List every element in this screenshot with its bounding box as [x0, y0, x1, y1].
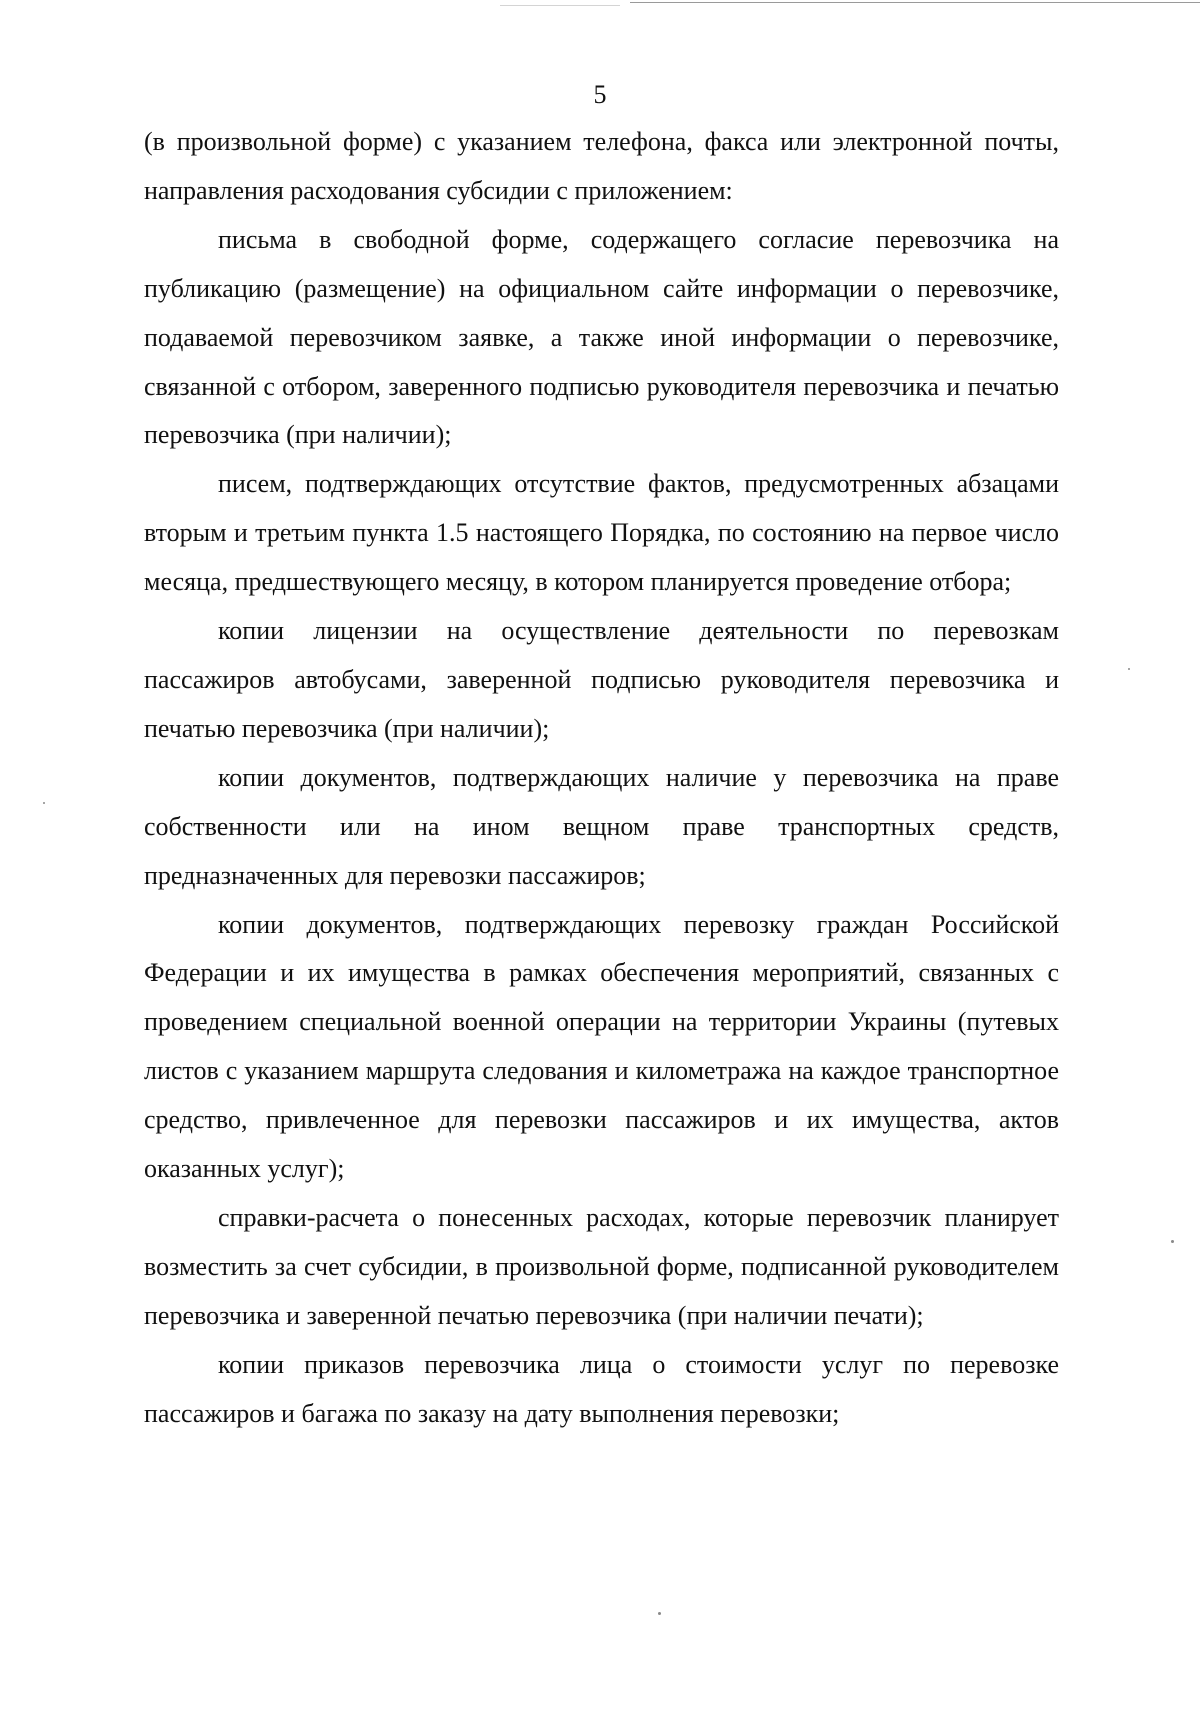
paragraph-transport-documents: копии документов, подтверждающих перевозку граждан Российской Федерации и их имущества в рамках обеспечения мероприятий, связанных с проведением специальной военной операции на территории Украины (путевых листов с указанием маршрута следования и километража на каждое транспортное средство, привлеченное для перевозки пассажиров и их имущества, актов оказанных услуг);	[144, 909, 1059, 1184]
scan-speck	[658, 1612, 661, 1615]
paragraph-price-orders: копии приказов перевозчика лица о стоимости услуг по перевозке пассажиров и багажа по заказу на дату выполнения перевозки;	[144, 1349, 1059, 1428]
scan-speck	[43, 802, 45, 804]
paragraph-license-copy: копии лицензии на осуществление деятельности по перевозкам пассажиров автобусами, заверенной подписью руководителя перевозчика и печатью перевозчика (при наличии);	[144, 616, 1059, 743]
paragraph-intro: (в произвольной форме) с указанием телефона, факса или электронной почты, направления расходования субсидии с приложением:	[144, 127, 1059, 205]
scan-speck	[1171, 1240, 1174, 1243]
scan-speck	[1128, 668, 1130, 670]
paragraph-expense-statement: справки-расчета о понесенных расходах, которые перевозчик планирует возместить за счет субсидии, в произвольной форме, подписанной руководителем перевозчика и заверенной печатью перевозчика (при наличии печати);	[144, 1202, 1059, 1330]
page-number: 5	[593, 80, 607, 109]
scan-edge-line	[630, 2, 1200, 3]
document-body	[144, 118, 1059, 1438]
paragraph-confirmation-letters: писем, подтверждающих отсутствие фактов, предусмотренных абзацами вторым и третьим пункта 1.5 настоящего Порядка, по состоянию на первое число месяца, предшествующего месяцу, в котором планируется проведение отбора;	[144, 469, 1059, 597]
scan-edge-line-faint	[500, 5, 620, 6]
paragraph-vehicle-ownership: копии документов, подтверждающих наличие у перевозчика на праве собственности или на ином вещном праве транспортных средств, предназначенных для перевозки пассажиров;	[144, 762, 1059, 890]
paragraph-consent-letter: письма в свободной форме, содержащего согласие перевозчика на публикацию (размещение) на официальном сайте информации о перевозчике, подаваемой перевозчиком заявке, а также иной информации о перевозчике, связанной с отбором, заверенного подписью руководителя перевозчика и печатью перевозчика (при наличии);	[144, 224, 1059, 450]
